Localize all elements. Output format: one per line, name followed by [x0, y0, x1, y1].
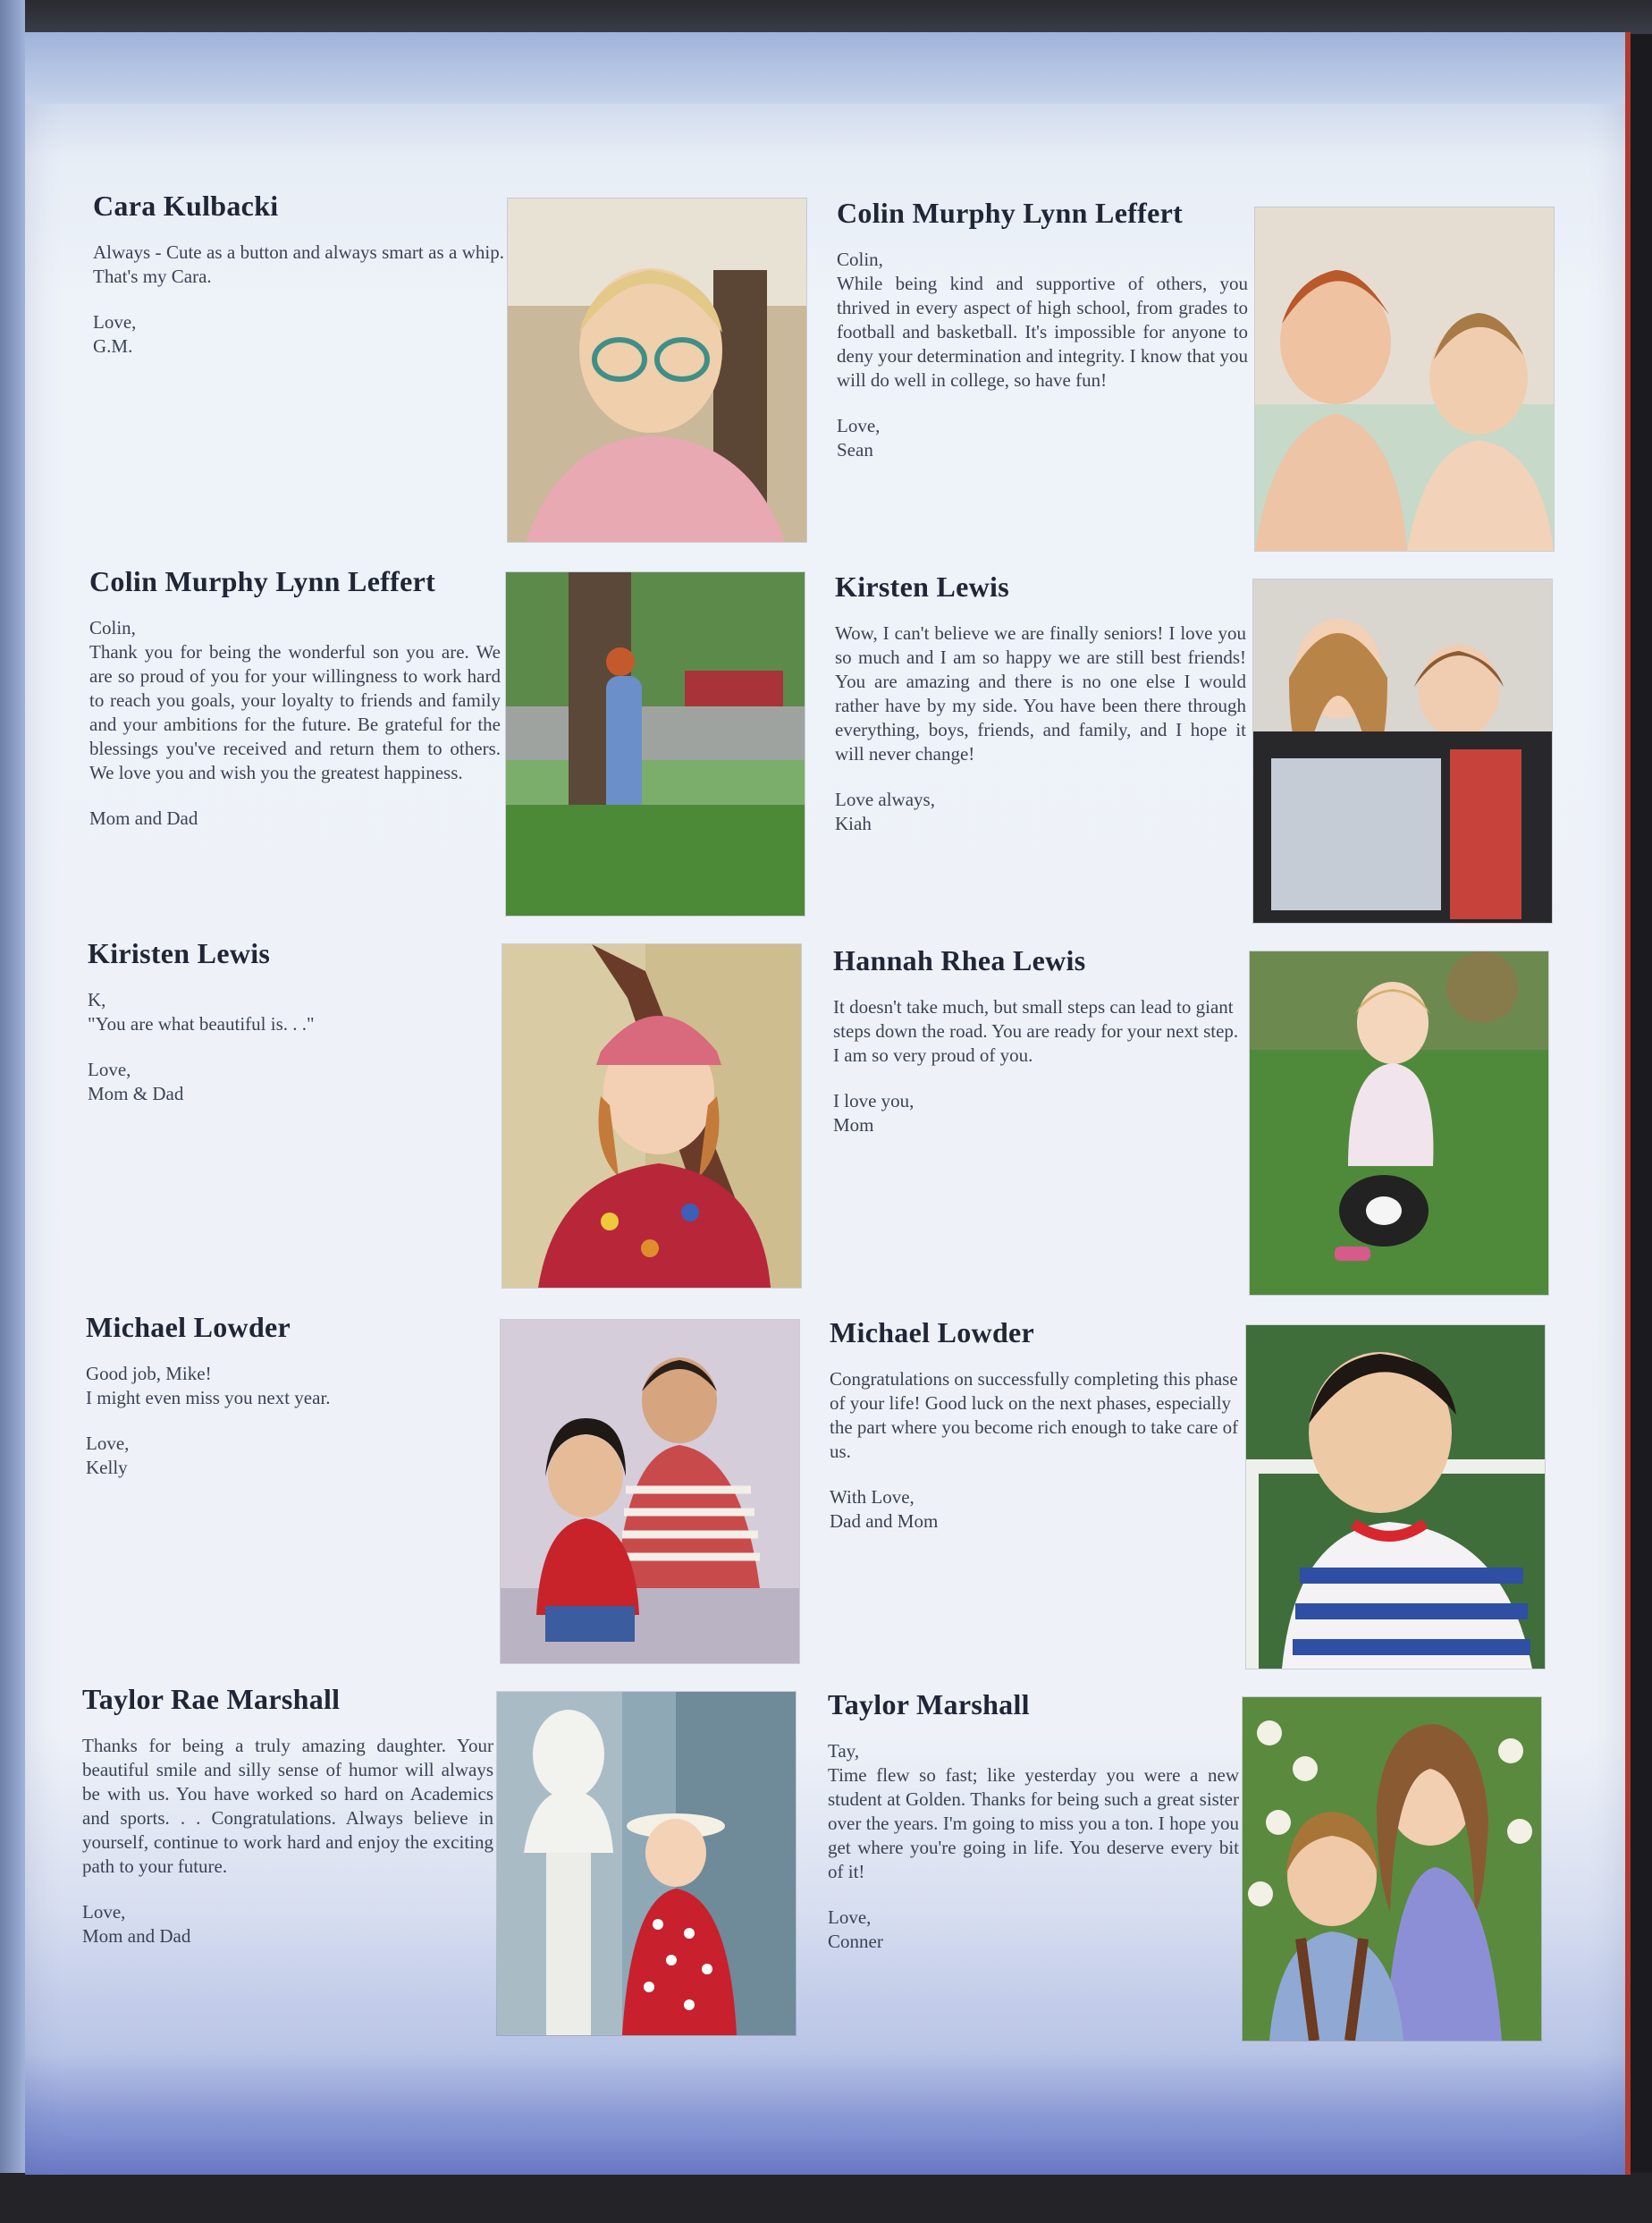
ad-message	[93, 241, 504, 359]
message-paragraph: Congratulations on successfully completing this phase of your life! Good luck on the next phases, especially the part where you become rich enough to take care of us.	[830, 1368, 1239, 1462]
ad-entry-michael-lowder-parents	[830, 1316, 1241, 1555]
childhood-photo-kiristen-cap	[502, 944, 801, 1288]
ad-message	[833, 995, 1244, 1137]
scanner-bottom-edge	[0, 2173, 1652, 2223]
student-name: Colin Murphy Lynn Leffert	[89, 565, 436, 597]
message-paragraph: Good job, Mike! I might even miss you next year.	[86, 1363, 331, 1408]
ad-message	[88, 988, 499, 1106]
ad-entry-taylor-rae-marshall	[82, 1683, 493, 1970]
childhood-photo-kirsten-poster	[1253, 579, 1552, 923]
ad-message	[82, 1734, 493, 1948]
student-name: Cara Kulbacki	[93, 190, 279, 222]
ad-message	[835, 621, 1246, 836]
message-paragraph: K, "You are what beautiful is. . ."	[88, 989, 315, 1035]
student-name: Colin Murphy Lynn Leffert	[837, 197, 1184, 229]
childhood-photo-taylor-statue	[497, 1692, 796, 2035]
message-signature: Love, Conner	[828, 1906, 883, 1952]
ad-message	[89, 616, 501, 831]
student-name: Taylor Rae Marshall	[82, 1683, 341, 1715]
childhood-photo-michael-porch	[1246, 1325, 1545, 1669]
message-signature: Love, Mom and Dad	[82, 1901, 191, 1947]
message-paragraph: Always - Cute as a button and always smart as a whip. That's my Cara.	[93, 241, 504, 287]
message-paragraph: Thanks for being a truly amazing daughter. Your beautiful smile and silly sense of humor will always be with us. You have worked so hard on Academics and sports. . . Congratulations. Always believe in yourself, continue to work hard and enjoy the exciting path to your future.	[82, 1735, 493, 1877]
ad-entry-colin-leffert-sean	[837, 197, 1248, 484]
student-name: Kirsten Lewis	[835, 571, 1009, 603]
message-signature: Love, Mom & Dad	[88, 1059, 184, 1104]
childhood-photo-cara	[508, 199, 806, 542]
childhood-photo-taylor-flowers	[1243, 1697, 1541, 2041]
message-paragraph: Tay, Time flew so fast; like yesterday you were a new student at Golden. Thanks for being such a great sister over the years. I'm going to miss you a ton. I hope you get where you're going in life. You deserve every bit of it!	[828, 1740, 1239, 1882]
childhood-photo-michael-siblings	[501, 1320, 799, 1663]
ad-message	[86, 1362, 497, 1480]
message-signature: Love, Sean	[837, 415, 881, 461]
ad-message	[837, 248, 1248, 462]
childhood-photo-hannah-grass	[1250, 951, 1548, 1295]
top-color-band	[25, 32, 1625, 104]
student-name: Taylor Marshall	[828, 1688, 1030, 1720]
message-signature: Mom and Dad	[89, 807, 198, 829]
student-name: Michael Lowder	[830, 1316, 1035, 1348]
message-paragraph: Wow, I can't believe we are finally seniors! I love you so much and I am so happy we are still best friends! You are amazing and there is no one else I would rather have by my side. You have been there through everything, boys, friends, and family, and I hope it will never change!	[835, 622, 1246, 765]
student-name: Michael Lowder	[86, 1311, 291, 1343]
message-signature: I love you, Mom	[833, 1090, 914, 1136]
ad-entry-cara-kulbacki	[93, 190, 504, 380]
ad-entry-taylor-marshall-conner	[828, 1688, 1239, 1975]
message-paragraph: Colin, While being kind and supportive of others, you thrived in every aspect of high school, from grades to football and basketball. It's impossible for anyone to deny your determination and integrity. I know that you will do well in college, so have fun!	[837, 249, 1248, 391]
message-paragraph: It doesn't take much, but small steps can lead to giant steps down the road. You are ready for your next step. I am so very proud of you.	[833, 996, 1239, 1066]
childhood-photo-colin-tree	[506, 572, 805, 916]
childhood-photo-colin-bath	[1255, 207, 1554, 551]
message-signature: Love, G.M.	[93, 311, 137, 357]
student-name: Hannah Rhea Lewis	[833, 944, 1086, 976]
ad-entry-kirsten-lewis	[835, 571, 1246, 858]
message-signature: Love, Kelly	[86, 1433, 130, 1478]
ad-entry-kiristen-lewis	[88, 937, 499, 1128]
message-paragraph: Colin, Thank you for being the wonderful son you are. We are so proud of you for your willingness to work hard to reach you goals, your loyalty to friends and family and your ambitions for the future. Be grateful for the blessings you've received and return them to others. We love you and wish you the greatest happiness.	[89, 617, 501, 783]
message-signature: Love always, Kiah	[835, 789, 935, 834]
ad-entry-michael-lowder-kelly	[86, 1311, 497, 1501]
ad-message	[830, 1367, 1241, 1534]
ad-entry-colin-leffert-parents	[89, 565, 501, 852]
message-signature: With Love, Dad and Mom	[830, 1486, 939, 1532]
book-spine-edge	[0, 0, 25, 2223]
ad-entry-hannah-lewis	[833, 944, 1244, 1159]
yearbook-page	[25, 32, 1631, 2175]
student-name: Kiristen Lewis	[88, 937, 271, 969]
ad-message	[828, 1739, 1239, 1954]
scanner-top-edge	[0, 0, 1652, 34]
